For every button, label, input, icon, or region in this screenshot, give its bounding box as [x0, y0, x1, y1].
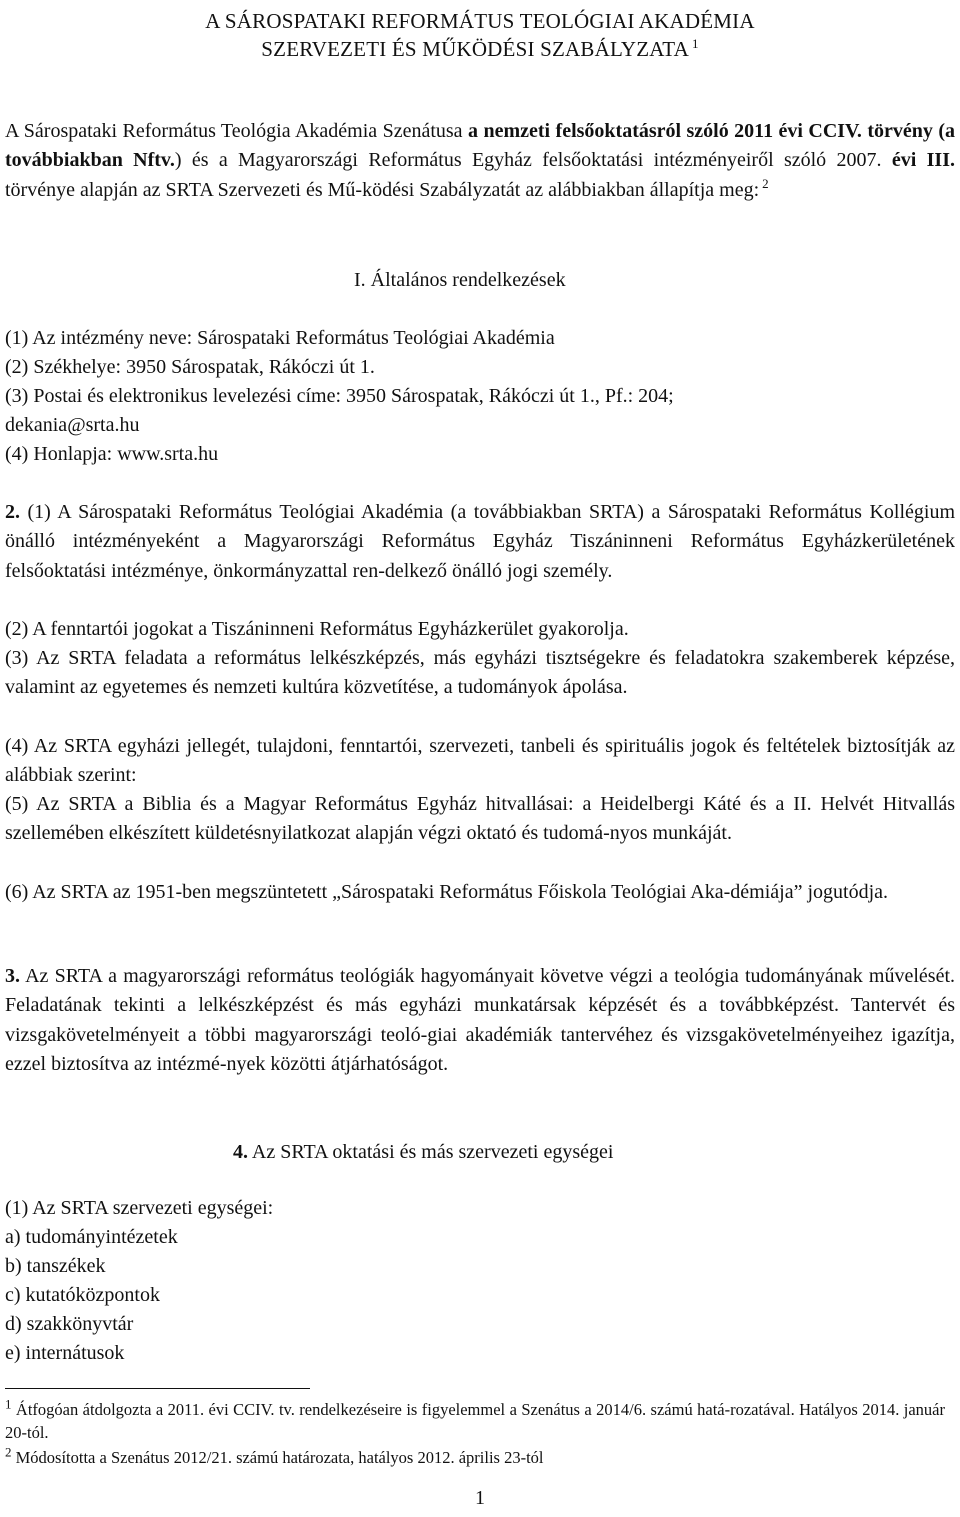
intro-paragraph: A Sárospataki Református Teológia Akadémia Szenátusa a nemzeti felsőoktatásról szóló 2011 évi CCIV. törvény (a továbbiakban Nftv.) és a Magyarországi Református Egyház felsőoktatási intézményeiről szóló 2007. évi III. törvénye alapján az SRTA Szervezeti és Mű-ködési Szabályzatát az alábbiakban állapítja meg: $^2$	[5, 120, 956, 201]
footnote-1: $^1$ Átfogóan átdolgozta a 2011. évi CCIV. tv. rendelkezéseire is figyelemmel a Szenátus a 2014/6. számú hatá-rozatával. Hatályos 2014. január 20-tól.	[5, 1396, 945, 1442]
footnote-ref-2: 2	[762, 175, 769, 191]
section-1-item: (2) Székhelye: 3950 Sárospatak, Rákóczi út 1.	[5, 356, 375, 378]
list-item: e) internátusok	[5, 1342, 125, 1364]
page-number: 1	[475, 1487, 485, 1509]
footnote-ref-1: 1	[692, 36, 699, 51]
email-address: dekania@srta.hu	[5, 414, 140, 436]
section-4-intro: (1) Az SRTA szervezeti egységei:	[5, 1197, 274, 1219]
section-3-paragraph: 3. Az SRTA a magyarországi református teológiák hagyományait követve végzi a teológia tudományának művelését. Feladatának tekinti a lelkészképzést és más egyházi munkatársak képzését és a továbbképzést. Tantervét és vizsgakövetelményeit a többi magyarországi teoló-giai akadémiák tantervéhez és vizsgakövetelményeihez igazítja, ezzel biztosítva az intézmé-nyek közötti átjárhatóságot.	[5, 965, 955, 1075]
document-title-line-2: SZERVEZETI ÉS MŰKÖDÉSI SZABÁLYZATA $^1$	[261, 36, 699, 61]
section-2-paragraph-1: 2. (1) A Sárospataki Református Teológiai Akadémia (a továbbiakban SRTA) a Sárospataki Református Kollégium önálló intézményeként a Magyarországi Református Egyház Tiszáninneni Református Egyházkerületének felsőoktatási intézménye, önkormányzattal ren-delkező önálló jogi személy.	[5, 501, 955, 582]
section-4-heading: 4. Az SRTA oktatási és más szervezeti egységei	[233, 1141, 614, 1163]
section-2-paragraph-6: (6) Az SRTA az 1951-ben megszüntetett „Sárospataki Református Főiskola Teológiai Aka-démiája” jogutódja.	[5, 881, 888, 903]
section-2-paragraph-3: (3) Az SRTA feladata a református lelkészképzés, más egyházi tisztségekre és feladatokra szakemberek képzése, valamint az egyetemes és nemzeti kultúra közvetítése, a tudományok ápolása.	[5, 647, 955, 699]
list-item: b) tanszékek	[5, 1255, 106, 1277]
list-item: a) tudományintézetek	[5, 1226, 178, 1248]
section-1-item: (3) Postai és elektronikus levelezési címe: 3950 Sárospatak, Rákóczi út 1., Pf.: 204;	[5, 385, 674, 407]
list-item: d) szakkönyvtár	[5, 1313, 134, 1335]
footnote-separator	[5, 1388, 310, 1389]
section-1-heading: I. Általános rendelkezések	[354, 269, 566, 291]
section-2-paragraph-4: (4) Az SRTA egyházi jellegét, tulajdoni, fenntartói, szervezeti, tanbeli és spirituális jogok és feltételek biztosítják az alábbiak szerint:	[5, 735, 955, 787]
list-item: c) kutatóközpontok	[5, 1284, 160, 1306]
document-title-line-1: A SÁROSPATAKI REFORMÁTUS TEOLÓGIAI AKADÉMIA	[205, 9, 755, 33]
section-2-paragraph-2: (2) A fenntartói jogokat a Tiszáninneni Református Egyházkerület gyakorolja.	[5, 618, 629, 640]
section-1-item: (4) Honlapja: www.srta.hu	[5, 443, 219, 465]
section-2-paragraph-5: (5) Az SRTA a Biblia és a Magyar Református Egyház hitvallásai: a Heidelbergi Káté és a II. Helvét Hitvallás szellemében elkészített küldetésnyilatkozat alapján végzi oktató és tudomá-nyos munkáját.	[5, 793, 955, 845]
section-1-item: (1) Az intézmény neve: Sárospataki Református Teológiai Akadémia	[5, 327, 555, 349]
footnote-2: $^2$ Módosította a Szenátus 2012/21. számú határozata, hatályos 2012. április 23-tól	[5, 1444, 544, 1467]
